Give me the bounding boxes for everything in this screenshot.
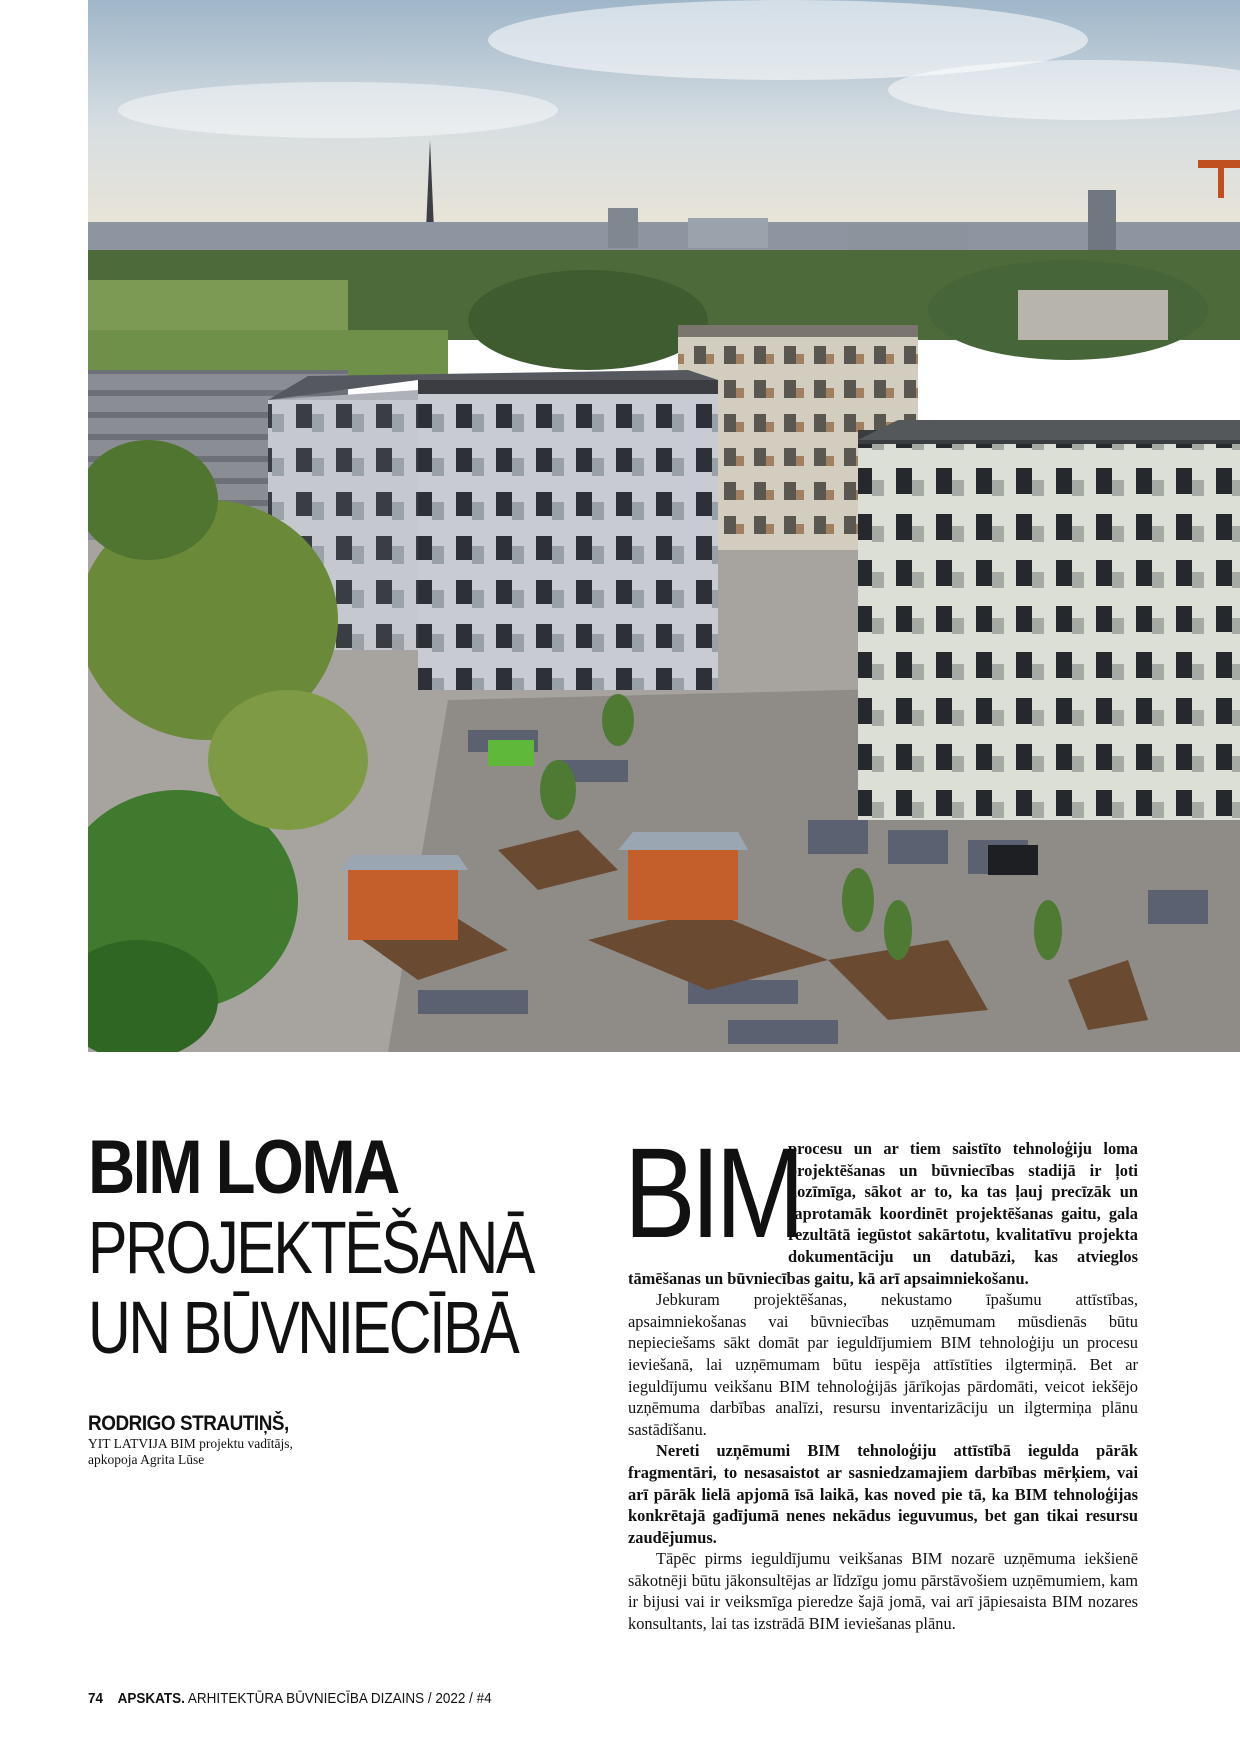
byline [88, 1412, 508, 1468]
magazine-section: ARHITEKTŪRA BŪVNIECĪBA DIZAINS / 2022 / #4 [187, 1690, 492, 1707]
body-paragraph-1: Jebkuram projektēšanas, nekustamo īpašumu attīstības, apsaimniekošanas vai būvniecības uzņēmumam mūsdienās būtu nepieciešams sākt domāt par ieguldījumiem BIM tehnoloģiju un procesu ieviešanā, lai uzņēmumam būtu iespēja attīstīties ilgtermiņā. Bet ar ieguldījumu veikšanu BIM tehnoloģijās jārīkojas pārdomāti, veicot iekšējo uzņēmuma darbības analīzi, resursu inventarizāciju un ilgtermiņa plānu sastādīšanu. [628, 1290, 1138, 1439]
title-line-3: UN BŪVNIECĪBĀ [88, 1286, 518, 1369]
residential-district-aerial-photo [88, 0, 1240, 1052]
drop-cap: BIM [624, 1122, 801, 1265]
highlight-paragraph: Nereti uzņēmumi BIM tehnoloģiju attīstībā iegulda pārāk fragmentāri, to nesasaistot ar sasniedzamajiem darbības mērķiem, vai arī pārāk lielā apjomā īsā laikā, kas noved pie tā, ka BIM tehnoloģijas konkrētajā gadījumā nenes nekādus ieguvumus, bet gan tikai resursu zaudējumus. [628, 1441, 1138, 1547]
page-footer [88, 1690, 492, 1707]
author-name: RODRIGO STRAUTIŅŠ, [88, 1412, 289, 1435]
body-paragraph-3: Tāpēc pirms ieguldījumu veikšanas BIM nozarē uzņēmuma iekšienē sākotnēji būtu jākonsultējas ar līdzīgu jomu pārstāvošiem uzņēmumiem, kam ir bijusi vai ir veiksmīga pieredze šajā jomā, vai arī jāpiesaista BIM nozares konsultants, lai tas izstrādā BIM ieviešanas plānu. [628, 1549, 1138, 1634]
article-title [88, 1125, 558, 1369]
author-role: YIT LATVIJA BIM projektu vadītājs, [88, 1436, 293, 1451]
title-line-2: PROJEKTĒŠANĀ [88, 1206, 533, 1289]
article-body [624, 1122, 1138, 1635]
magazine-name: APSKATS. [117, 1690, 185, 1707]
lead-paragraph: procesu un ar tiem saistīto tehnoloģiju loma projektēšanas un būvniecības stadijā ir ļoti nozīmīga, sākot ar to, ka tas ļauj precīzāk un saprotamāk koordinēt projektēšanas gaitu, gala rezultātā iegūstot sakārtotu, kvalitatīvu projekta dokumentāciju un datubāzi, kas atvieglos tāmēšanas un būvniecības gaitu, kā arī apsaimniekošanu. [628, 1139, 1138, 1288]
title-line-1: BIM LOMA [88, 1125, 398, 1210]
page-number: 74 [88, 1690, 104, 1707]
editor-credit: apkopoja Agrita Lūse [88, 1452, 205, 1467]
